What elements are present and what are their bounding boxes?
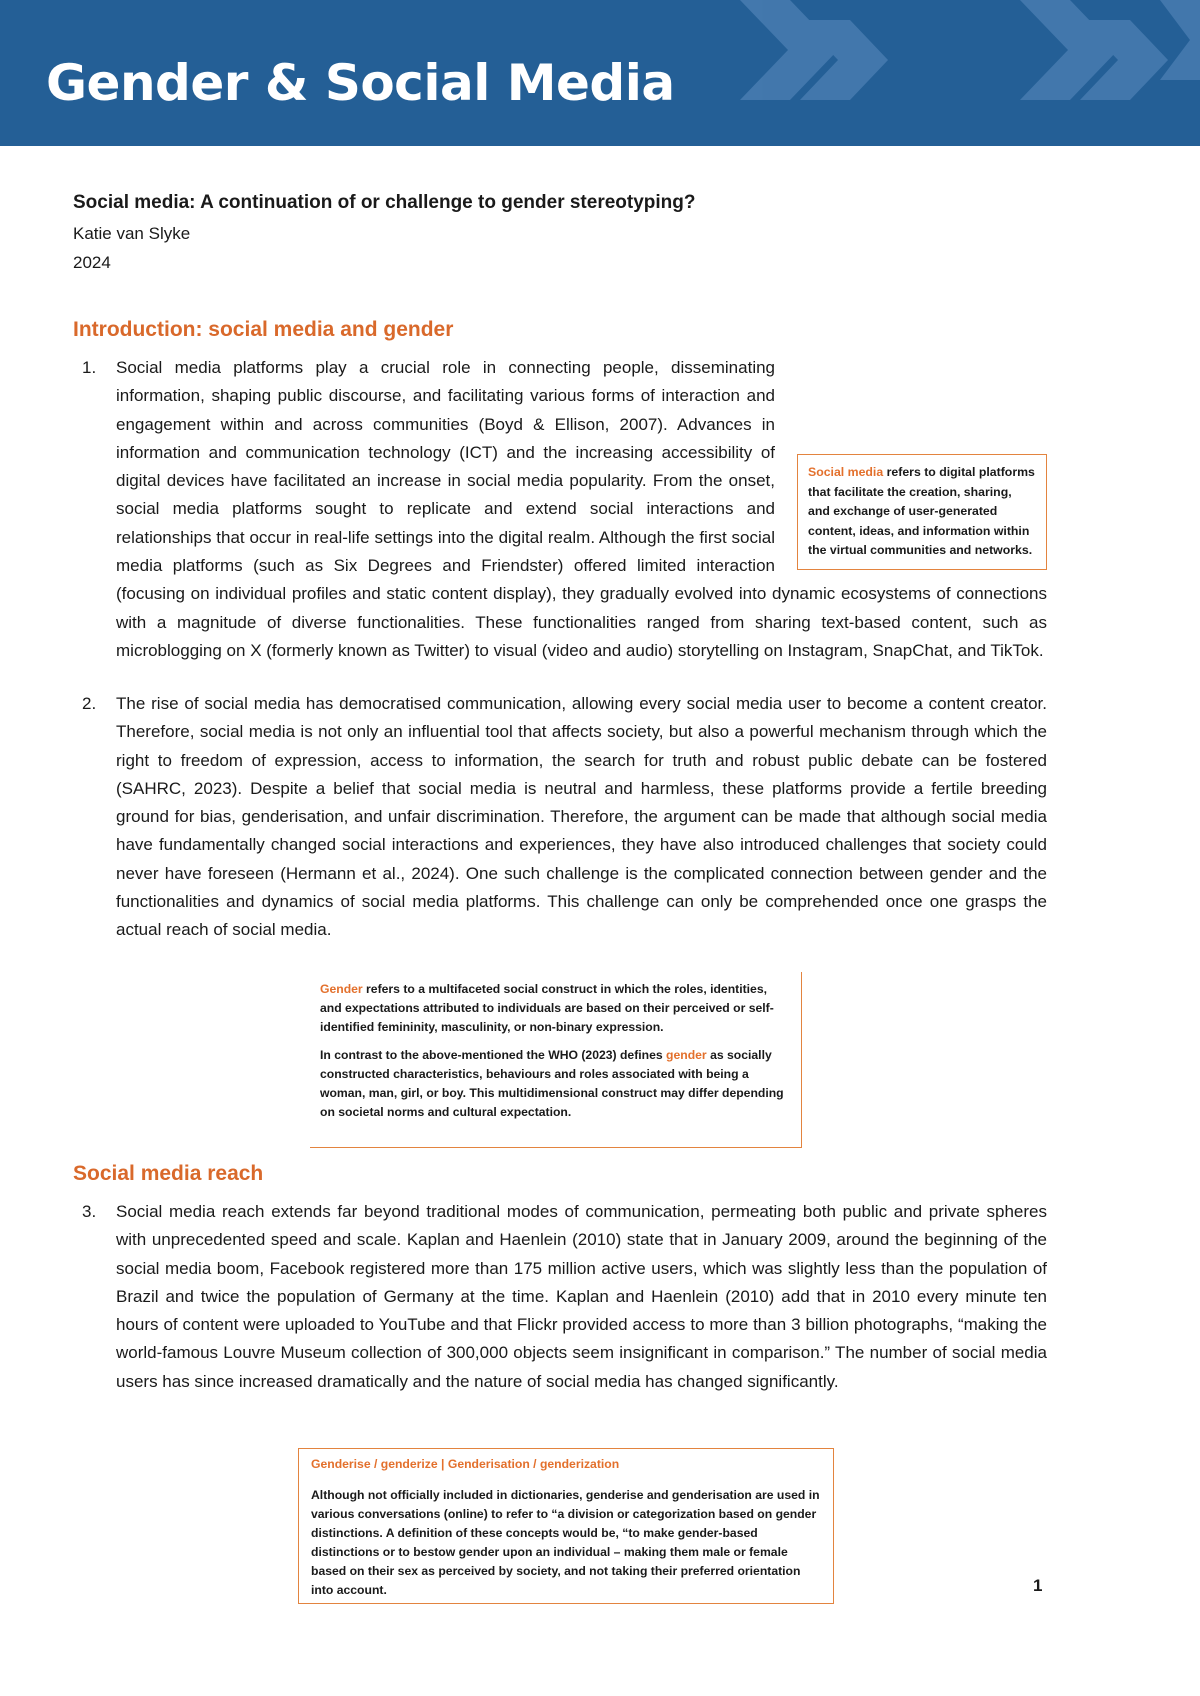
paragraph-text: Social media platforms play a crucial role in connecting people, disseminating information, shaping public discourse, and facilitating various forms of interaction and engagement within and across communities (Boyd & Ellison, 2007). Advances in information and communication technology (ICT) and the increasing accessibility of digital devices have facilitated an increase in social media popularity. From the onset, social media platforms sought to replicate and extend social interactions and relationships that occur in real-life settings into the digital realm. Although the first social media platforms (such as Six Degrees and Friendster) offered limited interaction (focusing on individual profiles and static content display), they gradually evolved into dynamic ecosystems of connections with a magnitude of diverse functionalities. These functionalities ranged from sharing text-based content, such as microblogging on X (formerly known as Twitter) to visual (video and audio) storytelling on Instagram, SnapChat, and TikTok. — [116, 358, 1047, 660]
definition-text: Although not officially included in dictionaries, genderise and genderisation are used in various conversations (online) to refer to “a division or categorization based on gender distinctions. A definition of these concepts would be, “to make gender-based distinctions or to bestow gender upon an individual – making them male or female based on their sex as perceived by society, and not taking their preferred orientation into account. — [311, 1488, 820, 1597]
paragraph-text: Social media reach extends far beyond traditional modes of communication, permeating both public and private spheres with unprecedented speed and scale. Kaplan and Haenlein (2010) state that in January 2009, around the beginning of the social media boom, Facebook registered more than 175 million active users, which was slightly less than the population of Brazil and twice the population of Germany at the time. Kaplan and Haenlein (2010) add that in 2010 every minute ten hours of content were uploaded to YouTube and that Flickr provided access to more than 3 billion photographs, “making the world-famous Louvre Museum collection of 300,000 objects seem insignificant in comparison.” The number of social media users has since increased dramatically and the nature of social media has changed significantly. — [116, 1202, 1047, 1391]
document-year: 2024 — [73, 253, 111, 272]
definition-box-genderise — [298, 1448, 834, 1604]
definition-text-2-post: as socially constructed characteristics, behaviours and roles associated with being a woman, man, girl, or boy. This multidimensional construct may differ depending on societal norms and cultural expectation. — [320, 1048, 784, 1119]
page-number: 1 — [1033, 1576, 1043, 1595]
definition-term-2: gender — [666, 1048, 707, 1062]
paragraph-3 — [82, 1198, 1047, 1396]
definition-box-social-media — [797, 454, 1047, 570]
document-title: Social media: A continuation of or challenge to gender stereotyping? — [73, 192, 696, 213]
paragraph-number: 3. — [82, 1202, 97, 1221]
paragraph-1 — [82, 354, 1047, 665]
banner-title: Gender & Social Media — [46, 54, 675, 112]
definition-text: refers to a multifaceted social construct in which the roles, identities, and expectations attributed to individuals are based on their perceived or self-identified femininity, masculinity, or non-binary expression. — [320, 982, 774, 1034]
definition-term: Social media — [808, 465, 884, 479]
paragraph-2 — [82, 690, 1047, 945]
paragraph-text: The rise of social media has democratised communication, allowing every social media user to become a content creator. Therefore, social media is not only an influential tool that affects society, but also a powerful mechanism through which the right to freedom of expression, access to information, the search for truth and robust public debate can be fostered (SAHRC, 2023). Despite a belief that social media is neutral and harmless, these platforms provide a fertile breeding ground for bias, genderisation, and unfair discrimination. Therefore, the argument can be made that although social media have fundamentally changed social interactions and experiences, they have also introduced challenges that society could never have foreseen (Hermann et al., 2024). One such challenge is the complicated connection between gender and the functionalities and dynamics of social media platforms. This challenge can only be comprehended once one grasps the actual reach of social media. — [116, 694, 1047, 940]
header-banner — [0, 0, 1200, 146]
definition-term: Gender — [320, 982, 363, 996]
paragraph-number: 2. — [82, 694, 97, 713]
definition-text-2-pre: In contrast to the above-mentioned the WHO (2023) defines — [320, 1048, 667, 1062]
paragraph-number: 1. — [82, 358, 97, 377]
document-author: Katie van Slyke — [73, 224, 191, 243]
definition-box-gender — [310, 972, 802, 1148]
definition-heading: Genderise / genderize | Genderisation / genderization — [311, 1457, 620, 1471]
section-heading-introduction: Introduction: social media and gender — [73, 318, 454, 341]
definition-text: refers to digital platforms that facilitate the creation, sharing, and exchange of user-generated content, ideas, and information within the virtual communities and networks. — [808, 465, 1035, 557]
section-heading-reach: Social media reach — [73, 1162, 264, 1185]
